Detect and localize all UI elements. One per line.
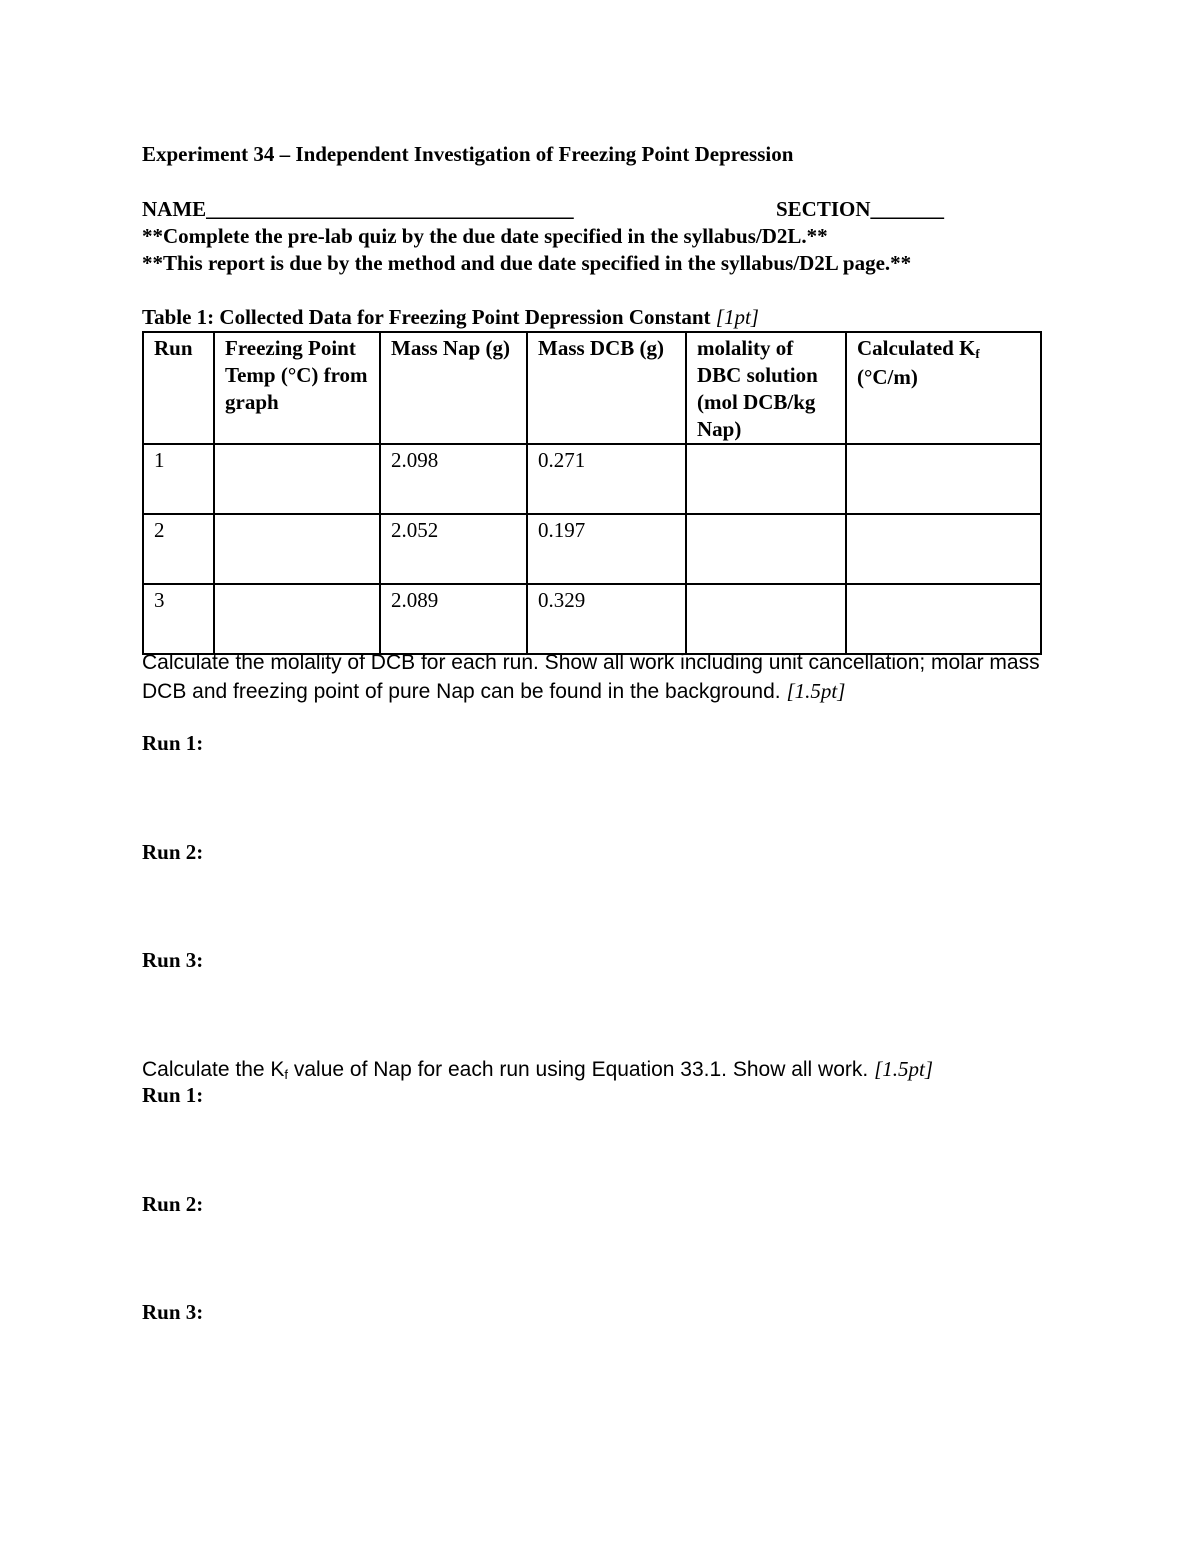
table-caption-points: [1pt] xyxy=(715,305,759,329)
cell-molality-input[interactable] xyxy=(686,584,846,654)
header-kf-prefix: Calculated K xyxy=(857,336,976,360)
kf-instruction-subscript: f xyxy=(284,1067,289,1082)
header-kf-unit: (°C/m) xyxy=(857,365,918,389)
cell-freezing-point-input[interactable] xyxy=(214,514,380,584)
cell-mass-nap: 2.052 xyxy=(380,514,527,584)
cell-mass-dcb: 0.271 xyxy=(527,444,686,514)
molality-run-2-label: Run 2: xyxy=(142,840,204,864)
header-molality: molality of DBC solution (mol DCB/kg Nap) xyxy=(686,332,846,444)
table-row xyxy=(143,584,1041,654)
header-mass-dcb: Mass DCB (g) xyxy=(527,332,686,444)
molality-run-1-label: Run 1: xyxy=(142,731,204,755)
prelab-note: **Complete the pre-lab quiz by the due date specified in the syllabus/D2L.** xyxy=(142,224,828,248)
table-row xyxy=(143,514,1041,584)
kf-instruction-prefix: Calculate the K xyxy=(142,1058,285,1081)
kf-instruction-suffix: value of Nap for each run using Equation 33.1. Show all work. xyxy=(288,1058,869,1081)
name-field-label: NAME___________________________________ xyxy=(142,197,574,221)
cell-mass-dcb: 0.197 xyxy=(527,514,686,584)
cell-mass-dcb: 0.329 xyxy=(527,584,686,654)
cell-molality-input[interactable] xyxy=(686,514,846,584)
cell-mass-nap: 2.089 xyxy=(380,584,527,654)
cell-freezing-point-input[interactable] xyxy=(214,584,380,654)
header-mass-nap: Mass Nap (g) xyxy=(380,332,527,444)
header-kf-subscript: f xyxy=(975,346,980,361)
kf-run-1-label: Run 1: xyxy=(142,1083,204,1107)
header-calculated-kf xyxy=(846,332,1041,444)
molality-run-3-label: Run 3: xyxy=(142,948,204,972)
kf-run-2-label: Run 2: xyxy=(142,1192,204,1216)
section-field-label: SECTION_______ xyxy=(776,197,945,221)
kf-instruction xyxy=(142,1055,933,1086)
molality-instruction-points: [1.5pt] xyxy=(786,679,846,703)
cell-freezing-point-input[interactable] xyxy=(214,444,380,514)
header-run: Run xyxy=(143,332,214,444)
table-row xyxy=(143,444,1041,514)
page-title: Experiment 34 – Independent Investigation of Freezing Point Depression xyxy=(142,142,794,166)
cell-run: 3 xyxy=(143,584,214,654)
cell-mass-nap: 2.098 xyxy=(380,444,527,514)
cell-run: 1 xyxy=(143,444,214,514)
cell-molality-input[interactable] xyxy=(686,444,846,514)
table-header-row xyxy=(143,332,1041,444)
header-freezing-point: Freezing Point Temp (°C) from graph xyxy=(214,332,380,444)
kf-run-3-label: Run 3: xyxy=(142,1300,204,1324)
cell-kf-input[interactable] xyxy=(846,444,1041,514)
molality-instruction xyxy=(142,649,1042,706)
table-caption-text: Table 1: Collected Data for Freezing Point Depression Constant xyxy=(142,305,711,329)
cell-kf-input[interactable] xyxy=(846,584,1041,654)
cell-kf-input[interactable] xyxy=(846,514,1041,584)
table-caption xyxy=(142,305,759,330)
cell-run: 2 xyxy=(143,514,214,584)
report-note: **This report is due by the method and due date specified in the syllabus/D2L page.** xyxy=(142,251,912,275)
data-table xyxy=(142,331,1042,655)
molality-instruction-text: Calculate the molality of DCB for each run. Show all work including unit cancellation; molar mass DCB and freezing point of pure Nap can be found in the background. xyxy=(142,651,1040,703)
kf-instruction-points: [1.5pt] xyxy=(874,1057,934,1081)
